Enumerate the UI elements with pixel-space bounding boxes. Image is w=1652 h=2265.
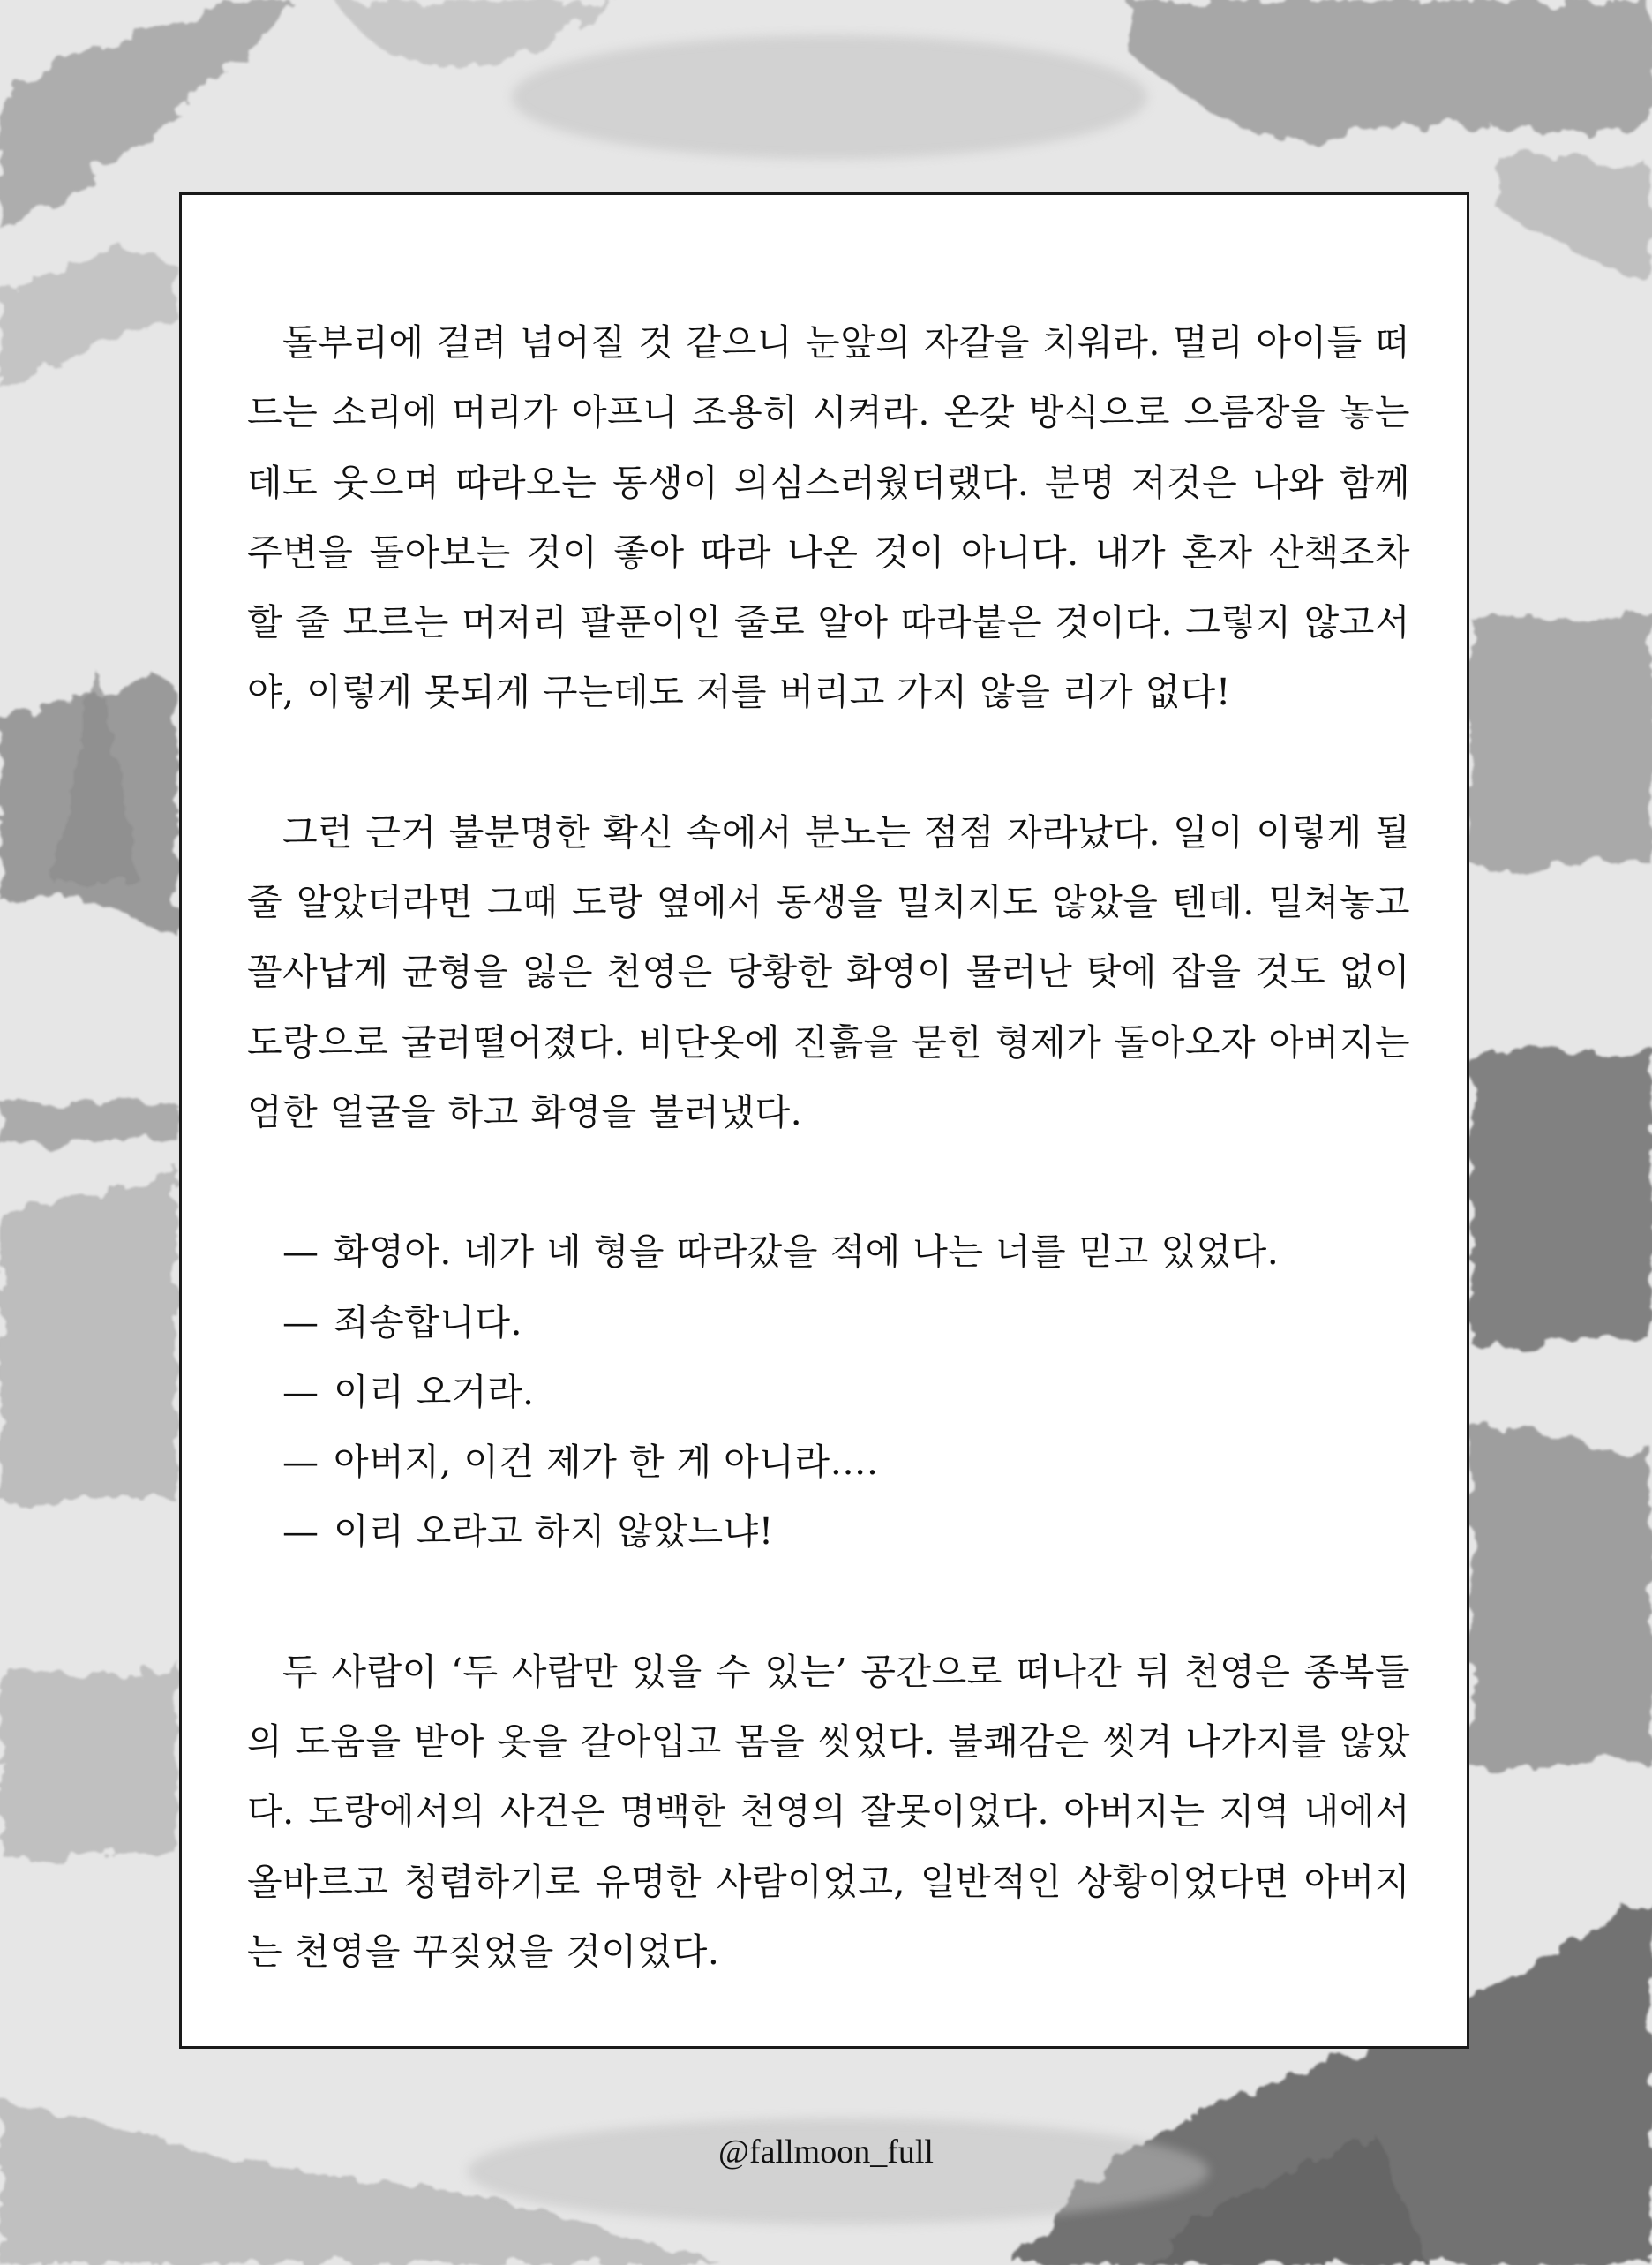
paragraph-1: 돌부리에 걸려 넘어질 것 같으니 눈앞의 자갈을 치워라. 멀리 아이들 떠드는 소리에 머리가 아프니 조용히 시켜라. 온갖 방식으로 으름장을 놓는데도 웃으며 따라오는 동생이 의심스러웠더랬다. 분명 저것은 나와 함께 주변을 돌아보는 것이 좋아 따라 나온 것이 아니다. 내가 혼자 산책조차 할 줄 모르는 머저리 팔푼이인 줄로 알아 따라붙은 것이다. 그렇지 않고서야, 이렇게 못되게 구는데도 저를 버리고 가지 않을 리가 없다!	[247, 321, 1410, 714]
dialogue-text: 아버지, 이건 제가 한 게 아니라….	[334, 1441, 879, 1484]
paragraph-3: 두 사람이 ‘두 사람만 있을 수 있는’ 공간으로 떠나간 뒤 천영은 종복들의 도움을 받아 옷을 갈아입고 몸을 씻었다. 불쾌감은 씻겨 나가지를 않았다. 도랑에서의 사건은 명백한 천영의 잘못이었다. 아버지는 지역 내에서 올바르고 청렴하기로 유명한 사람이었고, 일반적인 상황이었다면 아버지는 천영을 꾸짖었을 것이었다.	[247, 1650, 1410, 1973]
author-watermark: @fallmoon_full	[718, 2133, 934, 2171]
paragraph-2: 그런 근거 불분명한 확신 속에서 분노는 점점 자라났다. 일이 이렇게 될 줄 알았더라면 그때 도랑 옆에서 동생을 밀치지도 않았을 텐데. 밀쳐놓고 꼴사납게 균형을 잃은 천영은 당황한 화영이 물러난 탓에 잡을 것도 없이 도랑으로 굴러떨어졌다. 비단옷에 진흙을 묻힌 형제가 돌아오자 아버지는 엄한 얼굴을 하고 화영을 불러냈다.	[247, 810, 1410, 1133]
dialogue-text: 이리 오라고 하지 않았느냐!	[334, 1510, 774, 1554]
dialogue-text: 화영아. 네가 네 형을 따라갔을 적에 나는 너를 믿고 있었다.	[334, 1230, 1280, 1274]
dialogue-text: 죄송합니다.	[334, 1300, 523, 1343]
dialogue-line	[247, 1358, 1410, 1427]
dialogue-dash: —	[282, 1441, 319, 1484]
story-text	[247, 308, 1410, 1987]
dialogue-line	[247, 1288, 1410, 1358]
dialogue-dash: —	[282, 1370, 319, 1413]
dialogue-line	[247, 1427, 1410, 1497]
dialogue-line	[247, 1217, 1410, 1287]
dialogue-dash: —	[282, 1230, 319, 1274]
dialogue-block	[247, 1217, 1410, 1567]
dialogue-dash: —	[282, 1300, 319, 1343]
dialogue-dash: —	[282, 1510, 319, 1554]
dialogue-line	[247, 1497, 1410, 1567]
dialogue-text: 이리 오거라.	[334, 1370, 535, 1413]
text-card	[179, 192, 1469, 2049]
